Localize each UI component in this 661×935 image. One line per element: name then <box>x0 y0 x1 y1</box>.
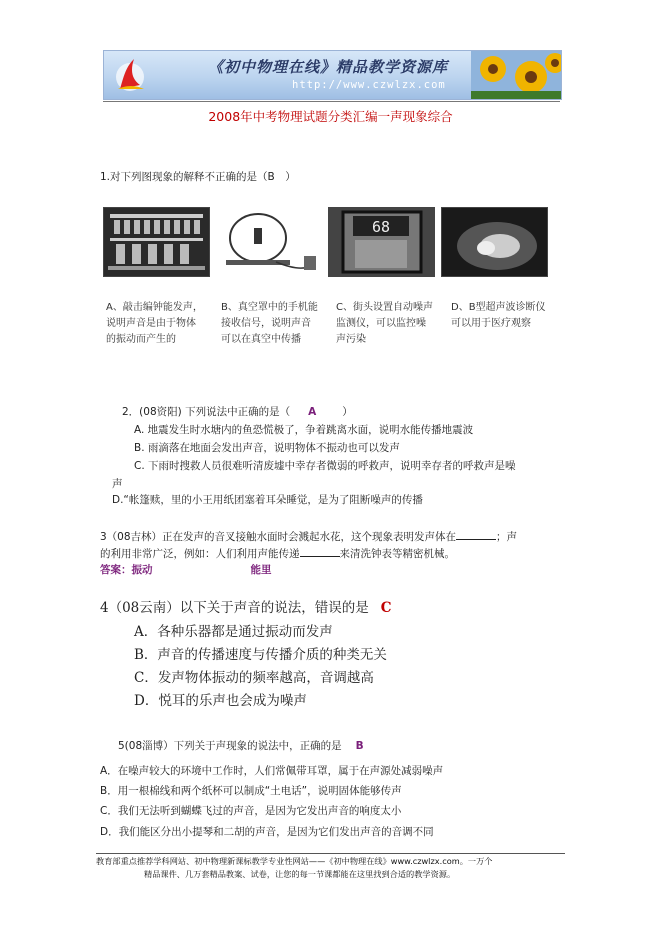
q2-option-a: A. 地震发生时水塘内的鱼恐慌极了，争着跳离水面，说明水能传播地震波 <box>134 424 474 436</box>
figure-noise-monitor <box>328 207 435 277</box>
site-url: http://www.czwlzx.com <box>292 79 446 91</box>
q3-line2: 的利用非常广泛，例如：人们利用声能传递 来清洗钟表等精密机械。 <box>100 545 455 561</box>
q4-option-d: D．悦耳的乐声也会成为噪声 <box>134 693 307 709</box>
q4-answer: C <box>380 600 392 616</box>
q3-answer: 答案：振动 能里 <box>100 564 272 576</box>
q5-option-b: B．用一根棉线和两个纸杯可以制成“土电话”，说明固体能够传声 <box>100 785 402 797</box>
footer-line1: 教育部重点推荐学科网站、初中物理新课标教学专业性网站——《初中物理在线》www.czwlzx.com。一万个 <box>96 856 493 866</box>
figure-ultrasound <box>441 207 548 277</box>
q2-option-b: B. 雨滴落在地面会发出声音，说明物体不振动也可以发声 <box>134 442 400 454</box>
q2-option-c-cont: 声 <box>112 478 123 490</box>
q5-option-a: A．在噪声较大的环境中工作时，人们常佩带耳罩，属于在声源处减弱噪声 <box>100 765 444 777</box>
q1-stem: 1.对下列图现象的解释不正确的是（B ） <box>100 171 296 183</box>
monitor-reading: 68 <box>371 218 391 236</box>
q1-caption-d: D、B型超声波诊断仪 可以用于医疗观察 <box>451 302 546 329</box>
document-title: 2008年中考物理试题分类汇编一声现象综合 <box>208 109 453 124</box>
figure-vacuum-jar <box>215 207 322 277</box>
header-rule <box>103 101 560 102</box>
q5-option-c: C．我们无法听到蝴蝶飞过的声音，是因为它发出声音的响度太小 <box>100 805 402 817</box>
q4-option-a: A．各种乐器都是通过振动而发声 <box>134 624 333 640</box>
q2-answer: A <box>308 406 317 418</box>
site-logo <box>110 55 150 95</box>
site-brand: 《初中物理在线》精品教学资源库 <box>208 58 449 76</box>
q5-option-d: D．我们能区分出小提琴和二胡的声音，是因为它们发出声音的音调不同 <box>100 826 434 838</box>
q4-option-c: C．发声物体振动的频率越高，音调越高 <box>134 670 374 686</box>
q1-caption-b: B、真空罩中的手机能 接收信号，说明声音 可以在真空中传播 <box>221 302 318 345</box>
q4-stem: 4（08云南）以下关于声音的说法，错误的是 C <box>100 600 392 616</box>
q2-option-c: C. 下雨时搜救人员很难听清废墟中幸存者微弱的呼救声，说明幸存者的呼救声是噪 <box>134 460 516 472</box>
footer-rule <box>96 853 565 854</box>
q5-answer: B <box>355 740 364 752</box>
site-banner <box>103 50 562 100</box>
q2-stem: 2．(08资阳) 下列说法中正确的是（ A ） <box>122 406 353 418</box>
sunflower-image <box>471 51 561 99</box>
q4-option-b: B．声音的传播速度与传播介质的种类无关 <box>134 647 387 663</box>
q1-caption-a: A、敲击编钟能发声， 说明声音是由于物体 的振动而产生的 <box>106 302 203 345</box>
q1-caption-c: C、街头设置自动噪声 监测仪，可以监控噪 声污染 <box>336 302 433 345</box>
q3-line1: 3（08吉林）正在发声的音叉接触水面时会溅起水花，这个现象表明发声体在 ；声 <box>100 528 517 544</box>
q5-stem: 5(08淄博）下列关于声现象的说法中，正确的是 B <box>118 740 364 752</box>
q2-option-d: D.“帐篷赎，里的小王用纸团塞着耳朵睡觉，是为了阻断噪声的传播 <box>112 494 423 506</box>
footer-line2: 精品课件、几万套精品教案、试卷，让您的每一节课都能在这里找到合适的教学资源。 <box>144 869 456 879</box>
figure-chime-bells <box>103 207 210 277</box>
